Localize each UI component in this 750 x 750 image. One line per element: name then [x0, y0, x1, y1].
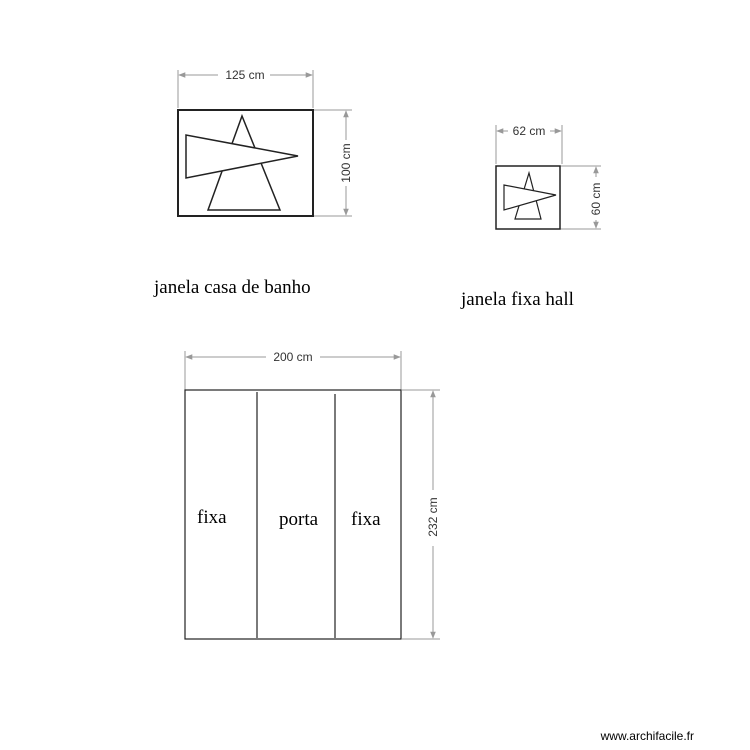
width-label: 200 cm — [273, 350, 313, 364]
height-label: 60 cm — [589, 182, 603, 216]
height-dimension — [314, 110, 353, 216]
symbol-triangle-right — [186, 135, 298, 178]
window-title: janela fixa hall — [461, 289, 574, 310]
height-label: 232 cm — [426, 497, 440, 537]
width-dimension — [178, 68, 313, 108]
door-assembly — [185, 350, 440, 639]
height-dimension — [560, 166, 603, 229]
width-dimension — [496, 124, 562, 164]
watermark: www.archifacile.fr — [600, 729, 694, 743]
panel-label-right: fixa — [351, 509, 381, 530]
window-symbol — [186, 116, 298, 210]
panel-label-left: fixa — [197, 507, 227, 528]
window-hall — [460, 124, 603, 310]
width-dimension — [185, 350, 401, 390]
height-dimension — [402, 390, 440, 639]
width-label: 62 cm — [512, 124, 546, 138]
symbol-triangle-right — [504, 185, 556, 210]
panel-label-center: porta — [279, 509, 319, 530]
window-title: janela casa de banho — [154, 277, 311, 298]
window-bathroom — [153, 68, 353, 298]
height-label: 100 cm — [339, 143, 353, 183]
width-label: 125 cm — [225, 68, 265, 82]
window-symbol — [504, 173, 556, 219]
